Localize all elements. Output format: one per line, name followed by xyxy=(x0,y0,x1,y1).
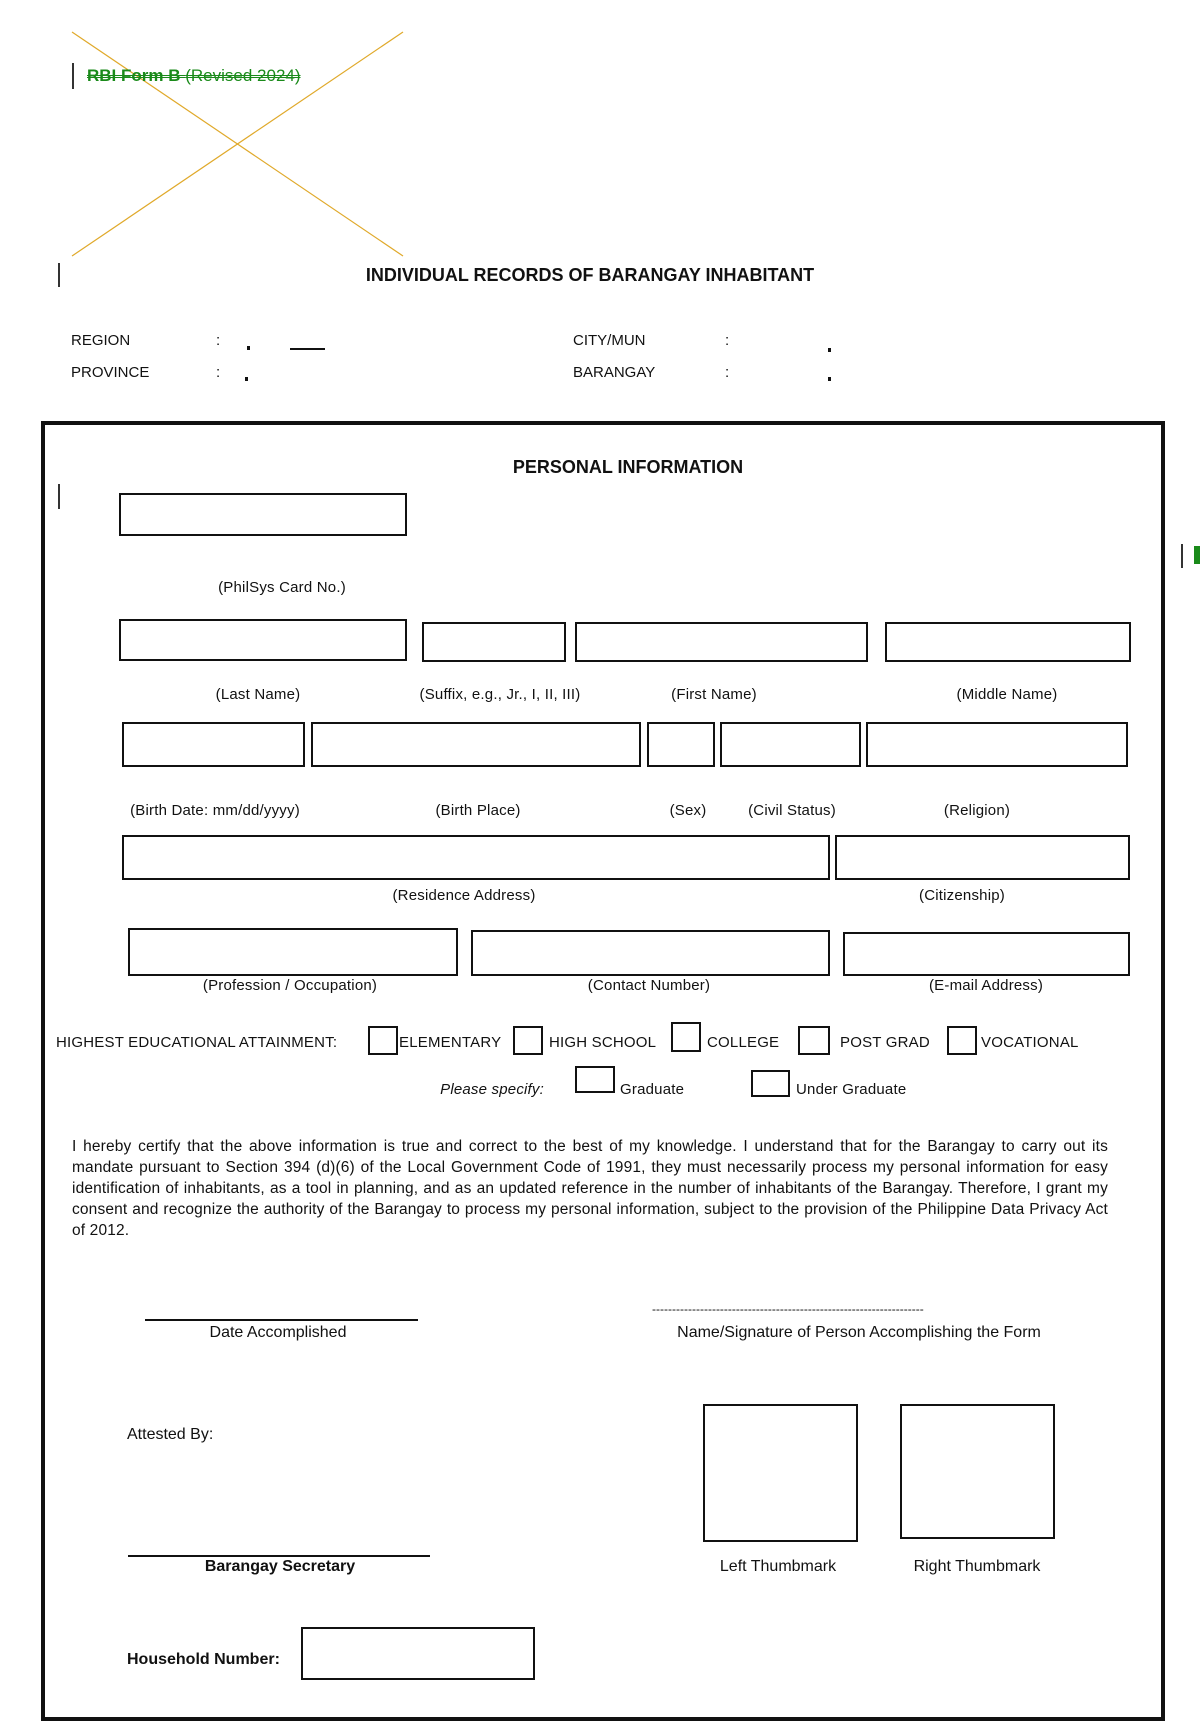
name-signature-label: Name/Signature of Person Accomplishing the Form xyxy=(677,1324,1041,1341)
philsys-field[interactable] xyxy=(119,493,407,536)
sex-field[interactable] xyxy=(647,722,715,767)
high-school-label: HIGH SCHOOL xyxy=(549,1034,657,1051)
change-bar xyxy=(72,63,74,89)
under-graduate-label: Under Graduate xyxy=(796,1081,907,1098)
first-name-label: (First Name) xyxy=(671,686,757,703)
section-heading: PERSONAL INFORMATION xyxy=(512,457,744,477)
right-thumbmark-label: Right Thumbmark xyxy=(913,1558,1041,1575)
education-label: HIGHEST EDUCATIONAL ATTAINMENT: xyxy=(56,1034,338,1051)
last-name-field[interactable] xyxy=(119,619,407,661)
suffix-label: (Suffix, e.g., Jr., I, II, III) xyxy=(419,686,581,703)
vocational-checkbox[interactable] xyxy=(947,1026,977,1055)
religion-field[interactable] xyxy=(866,722,1128,767)
graduate-checkbox[interactable] xyxy=(575,1066,615,1093)
household-number-field[interactable] xyxy=(301,1627,535,1680)
elementary-label: ELEMENTARY xyxy=(399,1034,502,1051)
tracked-change-marker xyxy=(1194,546,1200,564)
college-label: COLLEGE xyxy=(707,1034,780,1051)
civil-status-label: (Civil Status) xyxy=(748,802,836,819)
region-value[interactable] xyxy=(247,346,250,350)
change-bar xyxy=(58,484,60,509)
region-underline xyxy=(290,348,325,350)
under-graduate-checkbox[interactable] xyxy=(751,1070,790,1097)
province-value[interactable] xyxy=(245,377,248,381)
suffix-field[interactable] xyxy=(422,622,566,662)
separator: : xyxy=(725,364,730,381)
secretary-line xyxy=(128,1555,430,1557)
high-school-checkbox[interactable] xyxy=(513,1026,543,1055)
elementary-checkbox[interactable] xyxy=(368,1026,398,1055)
contact-number-field[interactable] xyxy=(471,930,830,976)
citizenship-field[interactable] xyxy=(835,835,1130,880)
college-checkbox[interactable] xyxy=(671,1022,701,1052)
separator: : xyxy=(216,332,221,349)
household-number-label: Household Number: xyxy=(127,1651,280,1668)
region-label: REGION xyxy=(71,332,131,349)
last-name-label: (Last Name) xyxy=(215,686,301,703)
birth-date-label: (Birth Date: mm/dd/yyyy) xyxy=(130,802,300,819)
birth-date-field[interactable] xyxy=(122,722,305,767)
philsys-label: (PhilSys Card No.) xyxy=(218,579,346,596)
civil-status-field[interactable] xyxy=(720,722,861,767)
deleted-header-cross-icon xyxy=(0,0,1200,300)
separator: : xyxy=(216,364,221,381)
middle-name-field[interactable] xyxy=(885,622,1131,662)
date-accomplished-label: Date Accomplished xyxy=(209,1324,347,1341)
change-bar xyxy=(1181,544,1183,568)
change-bar xyxy=(58,263,60,287)
left-thumbmark-box[interactable] xyxy=(703,1404,858,1542)
please-specify-label: Please specify: xyxy=(440,1081,544,1098)
occupation-field[interactable] xyxy=(128,928,458,976)
attested-by-label: Attested By: xyxy=(127,1426,214,1443)
barangay-label: BARANGAY xyxy=(573,364,656,381)
separator: : xyxy=(725,332,730,349)
page-title: INDIVIDUAL RECORDS OF BARANGAY INHABITANT xyxy=(365,265,815,285)
left-thumbmark-label: Left Thumbmark xyxy=(719,1558,837,1575)
religion-label: (Religion) xyxy=(943,802,1011,819)
residence-address-field[interactable] xyxy=(122,835,830,880)
city-label: CITY/MUN xyxy=(573,332,646,349)
certification-text: I hereby certify that the above information is true and correct to the best of my knowledge. I understand that for the Barangay to carry out its mandate pursuant to Section 394 (d)(6) of the Local Government Code of 1991, they must necessarily process my personal information for easy identification of inhabitants, as a tool in planning, and as an updated reference in the number of inhabitants of the Barangay. Therefore, I grant my consent and recognize the authority of the Barangay to process my personal information, subject to the provision of the Philippine Data Privacy Act of 2012. xyxy=(72,1138,1108,1239)
secretary-label: Barangay Secretary xyxy=(204,1558,356,1575)
residence-address-label: (Residence Address) xyxy=(392,887,536,904)
city-value[interactable] xyxy=(828,348,831,352)
post-grad-checkbox[interactable] xyxy=(798,1026,830,1055)
vocational-label: VOCATIONAL xyxy=(981,1034,1079,1051)
contact-number-label: (Contact Number) xyxy=(587,977,711,994)
birth-place-field[interactable] xyxy=(311,722,641,767)
email-field[interactable] xyxy=(843,932,1130,976)
middle-name-label: (Middle Name) xyxy=(956,686,1058,703)
right-thumbmark-box[interactable] xyxy=(900,1404,1055,1539)
signature-line: -------------------------------------------------------------------- xyxy=(652,1302,924,1316)
barangay-value[interactable] xyxy=(828,377,831,381)
post-grad-label: POST GRAD xyxy=(840,1034,930,1051)
occupation-label: (Profession / Occupation) xyxy=(202,977,378,994)
date-line xyxy=(145,1319,418,1321)
citizenship-label: (Citizenship) xyxy=(919,887,1005,904)
first-name-field[interactable] xyxy=(575,622,868,662)
form-code: RBI Form B (Revised 2024) xyxy=(87,66,301,85)
province-label: PROVINCE xyxy=(71,364,150,381)
sex-label: (Sex) xyxy=(669,802,707,819)
graduate-label: Graduate xyxy=(620,1081,685,1098)
birth-place-label: (Birth Place) xyxy=(435,802,521,819)
email-label: (E-mail Address) xyxy=(928,977,1044,994)
